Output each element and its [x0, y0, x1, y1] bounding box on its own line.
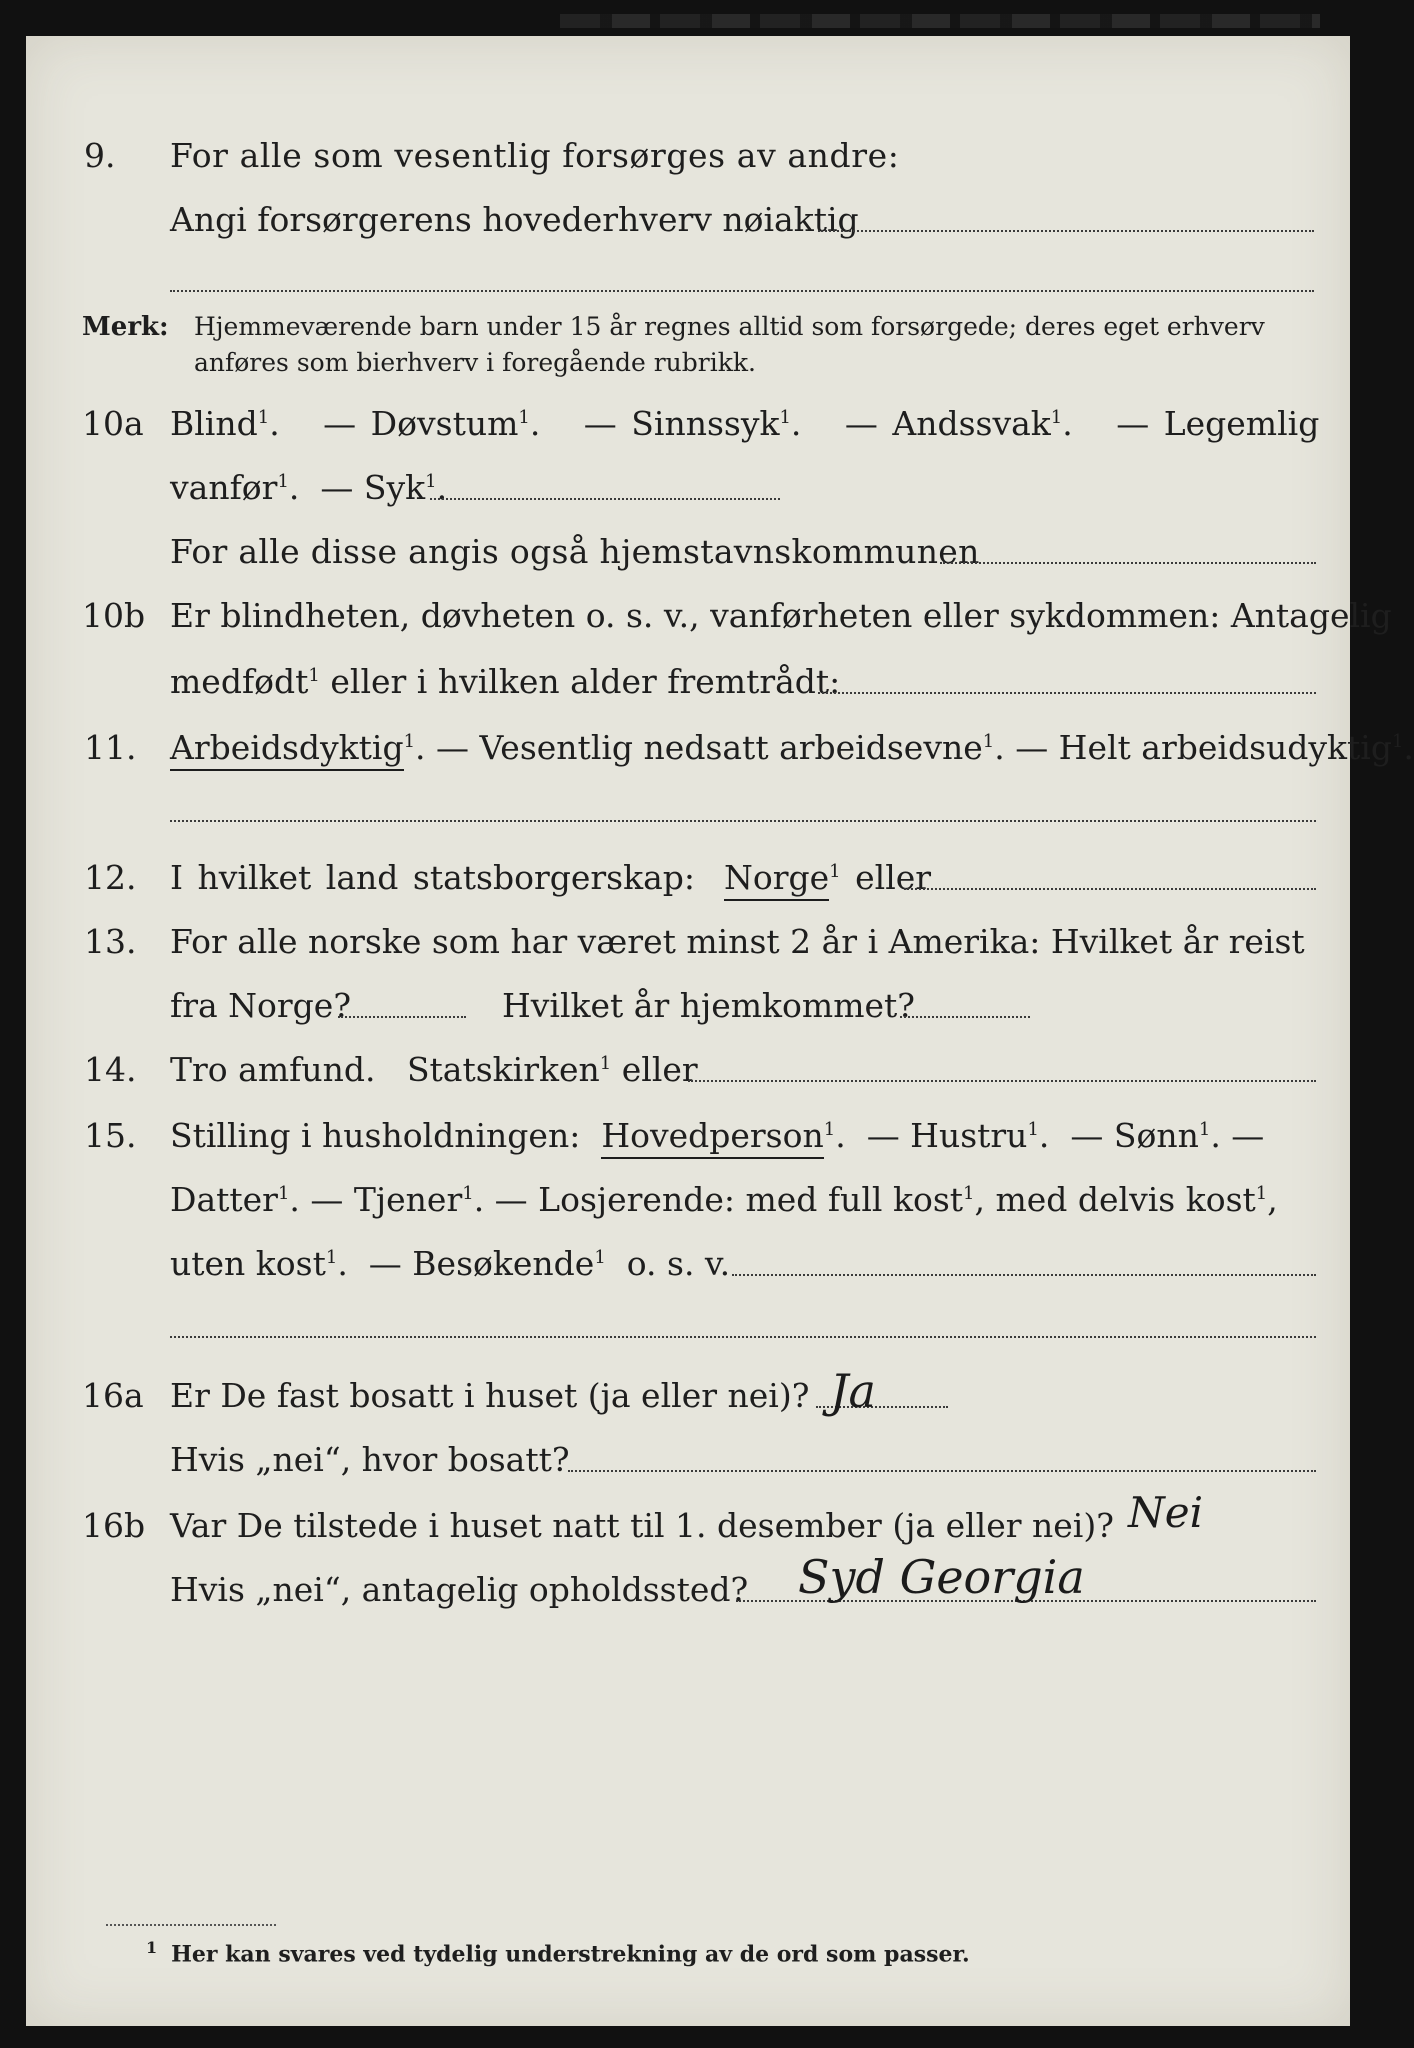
- q15-opt-full-kost[interactable]: — Losjerende: med full kost: [494, 1180, 964, 1219]
- merk-label: Merk:: [82, 312, 169, 342]
- q9-line1: For alle som vesentlig forsørges av andre:: [170, 136, 900, 175]
- q15-lead: Stilling i husholdningen:: [170, 1116, 581, 1155]
- footnote-ref: 1: [277, 471, 289, 492]
- q14-line: [170, 1050, 698, 1089]
- q9-line2: Angi forsørgerens hovederhverv nøiaktig: [170, 200, 859, 239]
- footnote-ref: 1: [308, 665, 320, 686]
- q13-number: 13.: [84, 922, 137, 961]
- q16b-handwritten-opholdssted: Syd Georgia: [798, 1550, 1085, 1604]
- q16b-handwritten-answer: Nei: [1128, 1488, 1204, 1537]
- q12-line: [170, 858, 931, 897]
- q16b-line2: Hvis „nei“, antagelig opholdssted?: [170, 1570, 749, 1609]
- q12-text: I hvilket land statsborgerskap:: [170, 858, 696, 897]
- q11-opt-arbeidsdyktig[interactable]: Arbeidsdyktig: [170, 728, 404, 771]
- q16a-handwritten-answer: Ja: [830, 1364, 876, 1418]
- q10a-line2: vanfør$^1$. — Syk$^1$.: [170, 468, 448, 507]
- census-form-page: [26, 36, 1414, 2026]
- q15-opt-delvis-kost[interactable]: , med delvis kost: [974, 1180, 1256, 1219]
- q11-answer-line[interactable]: [170, 820, 1316, 822]
- q10a-opt-dovstum[interactable]: — Døvstum: [323, 404, 519, 443]
- q15-opt-tjener[interactable]: — Tjener: [310, 1180, 463, 1219]
- q12-tail: eller: [855, 858, 932, 897]
- q10a-syk-answer-line[interactable]: [430, 498, 780, 500]
- q9-number: 9.: [84, 136, 116, 175]
- q10a-number: 10a: [82, 404, 144, 443]
- q11-opt-udyktig[interactable]: — Helt arbeidsudyktig: [1015, 728, 1392, 767]
- q13-line1: For alle norske som har været minst 2 år i Amerika: Hvilket år reist: [170, 922, 1305, 961]
- q10b-line2-text: eller i hvilken alder fremtrådt:: [330, 662, 841, 701]
- q13-line2b: Hvilket år hjemkommet?: [502, 986, 915, 1025]
- q10a-opt-blind[interactable]: Blind: [170, 404, 258, 443]
- q15-opt-hustru[interactable]: — Hustru: [866, 1116, 1028, 1155]
- q10b-line2: [170, 662, 840, 701]
- q12-number: 12.: [84, 858, 137, 897]
- q12-answer-line[interactable]: [904, 888, 1316, 890]
- q10a-opt-legemlig[interactable]: — Legemlig: [1116, 404, 1320, 443]
- q10a-opt-vanfor[interactable]: vanfør: [170, 468, 278, 507]
- q10b-answer-line[interactable]: [818, 692, 1316, 694]
- footnote-ref: 1: [823, 1119, 836, 1140]
- merk-line1: Hjemmeværende barn under 15 år regnes alltid som forsørgede; deres eget erhverv: [194, 312, 1265, 341]
- footnote-ref: 1: [325, 1247, 338, 1268]
- q16a-number: 16a: [82, 1376, 144, 1415]
- q11-line: Arbeidsdyktig$^1$. — Vesentlig nedsatt arbeidsevne$^1$. — Helt arbeidsudyktig$^1$.: [170, 728, 1414, 767]
- footnote-ref: 1: [779, 407, 791, 428]
- q15-opt-hovedperson[interactable]: Hovedperson: [601, 1116, 823, 1159]
- footnote-ref: 1: [594, 1247, 606, 1268]
- q16a-line1: Er De fast bosatt i huset (ja eller nei)?: [170, 1376, 810, 1415]
- footnote-ref: 1: [1255, 1183, 1268, 1204]
- q15-line3: uten kost$^1$. — Besøkende$^1$ o. s. v.: [170, 1244, 731, 1283]
- footnote-ref: 1: [982, 731, 995, 752]
- q13-line2a: fra Norge?: [170, 986, 352, 1025]
- q16b-number: 16b: [82, 1506, 146, 1545]
- merk-line2: anføres som bierhverv i foregående rubrikk.: [194, 348, 756, 377]
- q15-number: 15.: [84, 1116, 137, 1155]
- q15-osv: o. s. v.: [626, 1244, 731, 1283]
- q12-opt-norge[interactable]: Norge: [724, 858, 829, 901]
- q10b-number: 10b: [82, 596, 146, 635]
- q15-opt-uten-kost[interactable]: uten kost: [170, 1244, 326, 1283]
- q15-answer-line-2[interactable]: [170, 1336, 1316, 1338]
- q15-line1: Stilling i husholdningen: Hovedperson$^1$. — Hustru$^1$. — Sønn$^1$. —: [170, 1116, 1264, 1155]
- footnote-ref: 1: [1027, 1119, 1039, 1140]
- q14-number: 14.: [84, 1050, 137, 1089]
- footnote-marker: 1: [146, 1938, 158, 1957]
- q11-opt-nedsatt[interactable]: — Vesentlig nedsatt arbeidsevne: [436, 728, 983, 767]
- q9-answer-line[interactable]: [818, 230, 1314, 232]
- q14-text: Tro amfund.: [170, 1050, 376, 1089]
- q14-opt-statskirken[interactable]: Statskirken: [406, 1050, 600, 1089]
- q10a-kommune-answer-line[interactable]: [940, 562, 1316, 564]
- footnote-ref: 1: [963, 1183, 975, 1204]
- q10b-line1: Er blindheten, døvheten o. s. v., vanførheten eller sykdommen: Antagelig: [170, 596, 1392, 635]
- footnote-ref: 1: [403, 731, 416, 752]
- q13-reist-answer-line[interactable]: [338, 1016, 466, 1018]
- q10a-opt-sinnssyk[interactable]: — Sinnssyk: [583, 404, 780, 443]
- q10b-opt-medfodt[interactable]: medfødt: [170, 662, 309, 701]
- footnote-ref: 1: [277, 1183, 290, 1204]
- q15-tail-dash: —: [1231, 1116, 1265, 1155]
- q10a-opt-syk[interactable]: — Syk: [320, 468, 426, 507]
- footnote: [146, 1938, 970, 1967]
- footnote-ref: 1: [829, 861, 841, 882]
- q16b-line1: Var De tilstede i huset natt til 1. desember (ja eller nei)?: [170, 1506, 1114, 1545]
- q15-opt-datter[interactable]: Datter: [170, 1180, 278, 1219]
- q13-hjemkommet-answer-line[interactable]: [900, 1016, 1030, 1018]
- q14-tail: eller: [621, 1050, 698, 1089]
- q16a-bosatt-answer-line[interactable]: [568, 1470, 1316, 1472]
- q15-answer-line[interactable]: [732, 1274, 1316, 1276]
- q10a-opt-andssvak[interactable]: — Andssvak: [844, 404, 1051, 443]
- q10a-line1: Blind$^1$. — Døvstum$^1$. — Sinnssyk$^1$. — Andssvak$^1$. — Legemlig: [170, 404, 1320, 443]
- footnote-ref: 1: [425, 471, 437, 492]
- footnote-text: Her kan svares ved tydelig understrekning av de ord som passer.: [171, 1941, 970, 1968]
- q10a-line3: For alle disse angis også hjemstavnskommunen: [170, 532, 980, 571]
- footnote-ref: 1: [518, 407, 530, 428]
- q15-opt-sonn[interactable]: — Sønn: [1070, 1116, 1199, 1155]
- scan-edge-strip: [560, 14, 1320, 28]
- q14-answer-line[interactable]: [688, 1080, 1316, 1082]
- q15-line2-comma: ,: [1267, 1180, 1278, 1219]
- footnote-ref: 1: [1198, 1119, 1211, 1140]
- q11-number: 11.: [84, 728, 137, 767]
- footnote-rule: [106, 1924, 276, 1926]
- footnote-ref: 1: [1391, 731, 1404, 752]
- footnote-ref: 1: [599, 1053, 612, 1074]
- q15-line2: Datter$^1$. — Tjener$^1$. — Losjerende: med full kost$^1$, med delvis kost$^1$,: [170, 1180, 1278, 1219]
- footnote-ref: 1: [1050, 407, 1063, 428]
- footnote-ref: 1: [462, 1183, 474, 1204]
- q16a-line2: Hvis „nei“, hvor bosatt?: [170, 1440, 570, 1479]
- q9-answer-line-2[interactable]: [170, 290, 1314, 292]
- q15-opt-besokende[interactable]: — Besøkende: [368, 1244, 595, 1283]
- footnote-ref: 1: [257, 407, 270, 428]
